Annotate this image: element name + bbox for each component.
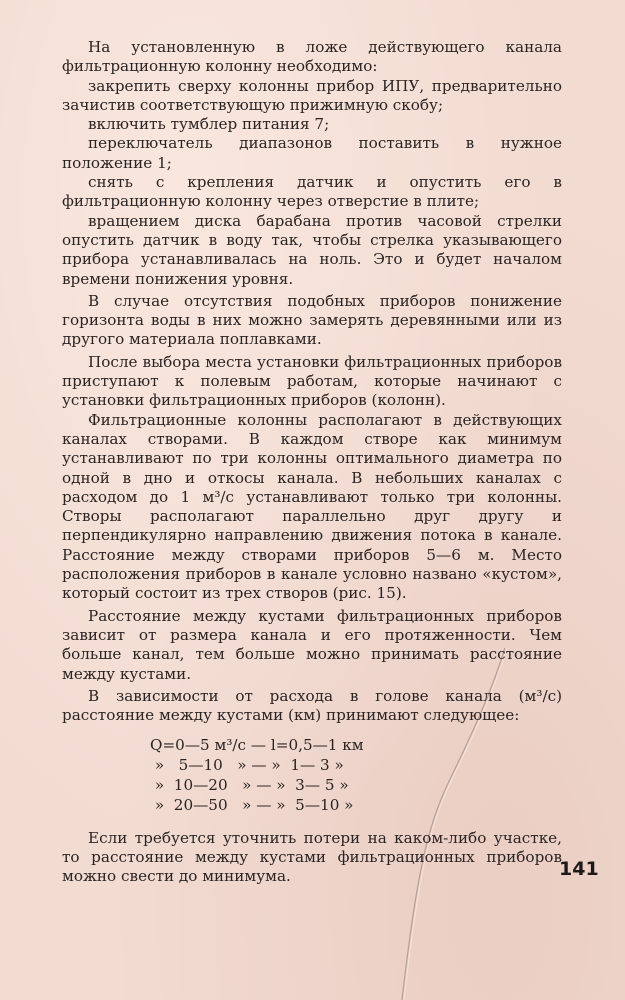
page-number: 141 [559,858,599,880]
paragraph-dependency: В зависимости от расхода в голове канала (м³/с) расстояние между кустами (км) принимают следующее: [62,686,562,725]
paragraph-distance: Расстояние между кустами фильтрационных приборов зависит от размера канала и его протяженности. Чем больше канал, тем больше можно принимать расстояние между кустами. [62,606,562,683]
paragraph-step-attach: закрепить сверху колонны прибор ИПУ, предварительно зачистив соответствующую прижимную скобу; [62,76,562,114]
formula-line: Q=0—5 м³/с — l=0,5—1 км [150,736,364,755]
formula-line: » 20—50 » — » 5—10 » [150,795,354,814]
paragraph-step-power: включить тумблер питания 7; [88,115,330,134]
distance-table [62,736,562,815]
paragraph-columns: Фильтрационные колонны располагают в действующих каналах створами. В каждом створе как минимум устанавливают по три колонны оптимального диаметра по одной в дно и откосы канала. В небольших каналах с расходом до 1 м³/с устанавливают только три колонны. Створы располагают параллельно друг другу и перпендикулярно направлению движения потока в канале. Расстояние между створами приборов 5—6 м. Место расположения приборов в канале условно названо «кустом», который состоит из трех створов (рис. 15). [62,410,562,603]
paragraph-field-work: После выбора места установки фильтрационных приборов приступают к полевым работам, которые начинают с установки фильтрационных приборов (колонн). [62,352,562,410]
formula-line: » 5—10 » — » 1— 3 » [150,756,344,775]
paragraph-intro: На установленную в ложе действующего канала фильтрационную колонну необходимо: [62,38,562,76]
paragraph-step-rotate: вращением диска барабана против часовой стрелки опустить датчик в воду так, чтобы стрелка указывающего прибора устанавливалась на ноль. Это и будет началом времени понижения уровня. [62,211,562,288]
paragraph-floats: В случае отсутствия подобных приборов понижение горизонта воды в них можно замерять деревянными или из другого материала поплавками. [62,291,562,349]
formula-line: » 10—20 » — » 3— 5 » [150,775,349,794]
body-text [62,38,562,886]
paragraph-closing: Если требуется уточнить потери на каком-либо участке, то расстояние между кустами фильтрационных приборов можно свести до минимума. [62,828,562,886]
paragraph-step-range: переключатель диапазонов поставить в нужное положение 1; [62,134,562,172]
paragraph-step-sensor: снять с крепления датчик и опустить его в фильтрационную колонну через отверстие в плите; [62,173,562,211]
